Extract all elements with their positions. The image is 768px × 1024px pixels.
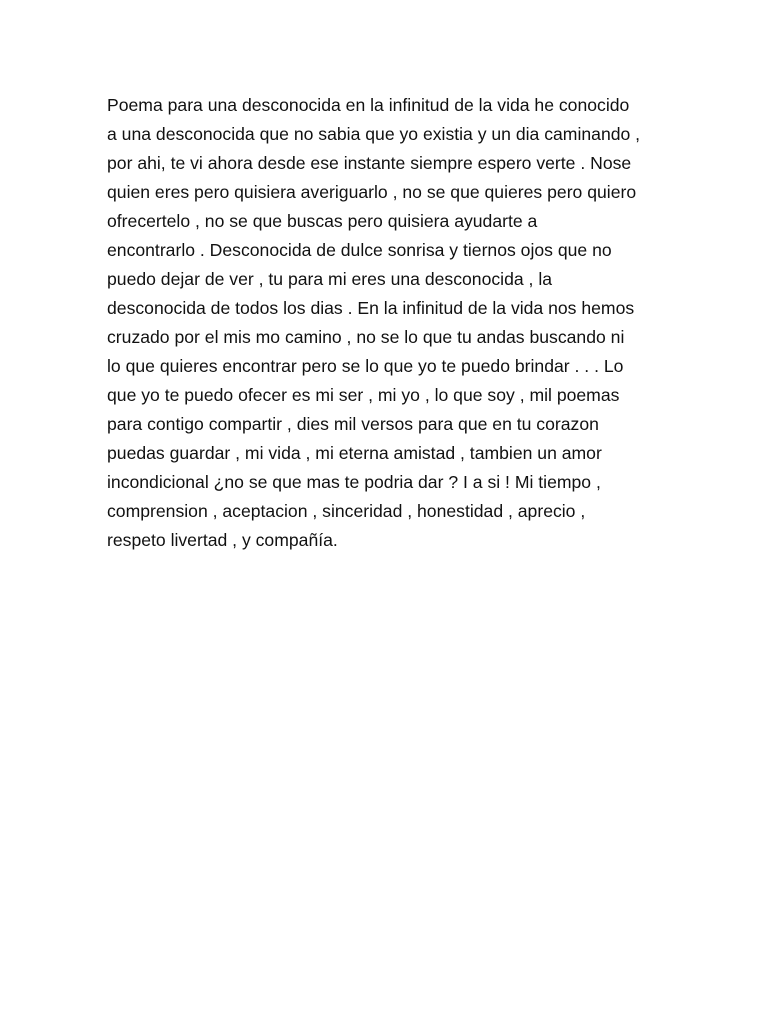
text-line: incondicional ¿no se que mas te podria dar ? I a si ! Mi tiempo , (107, 472, 601, 492)
text-line: puedas guardar , mi vida , mi eterna amistad , tambien un amor (107, 443, 602, 463)
text-line: cruzado por el mis mo camino , no se lo que tu andas buscando ni (107, 327, 625, 347)
text-line: desconocida de todos los dias . En la infinitud de la vida nos hemos (107, 298, 635, 318)
text-line: por ahi, te vi ahora desde ese instante siempre espero verte . Nose (107, 153, 632, 173)
text-line: encontrarlo . Desconocida de dulce sonrisa y tiernos ojos que no (107, 240, 612, 260)
text-line: respeto livertad , y compañía. (107, 530, 338, 550)
text-line: a una desconocida que no sabia que yo existia y un dia caminando , (107, 124, 641, 144)
text-line: que yo te puedo ofecer es mi ser , mi yo , lo que soy , mil poemas (107, 385, 620, 405)
poem-paragraph (107, 91, 667, 555)
text-line: Poema para una desconocida en la infinitud de la vida he conocido (107, 95, 630, 115)
text-line: quien eres pero quisiera averiguarlo , no se que quieres pero quiero (107, 182, 637, 202)
text-line: comprension , aceptacion , sinceridad , honestidad , aprecio , (107, 501, 586, 521)
text-line: para contigo compartir , dies mil versos para que en tu corazon (107, 414, 599, 434)
text-line: lo que quieres encontrar pero se lo que yo te puedo brindar . . . Lo (107, 356, 624, 376)
text-line: ofrecertelo , no se que buscas pero quisiera ayudarte a (107, 211, 538, 231)
text-line: puedo dejar de ver , tu para mi eres una desconocida , la (107, 269, 553, 289)
